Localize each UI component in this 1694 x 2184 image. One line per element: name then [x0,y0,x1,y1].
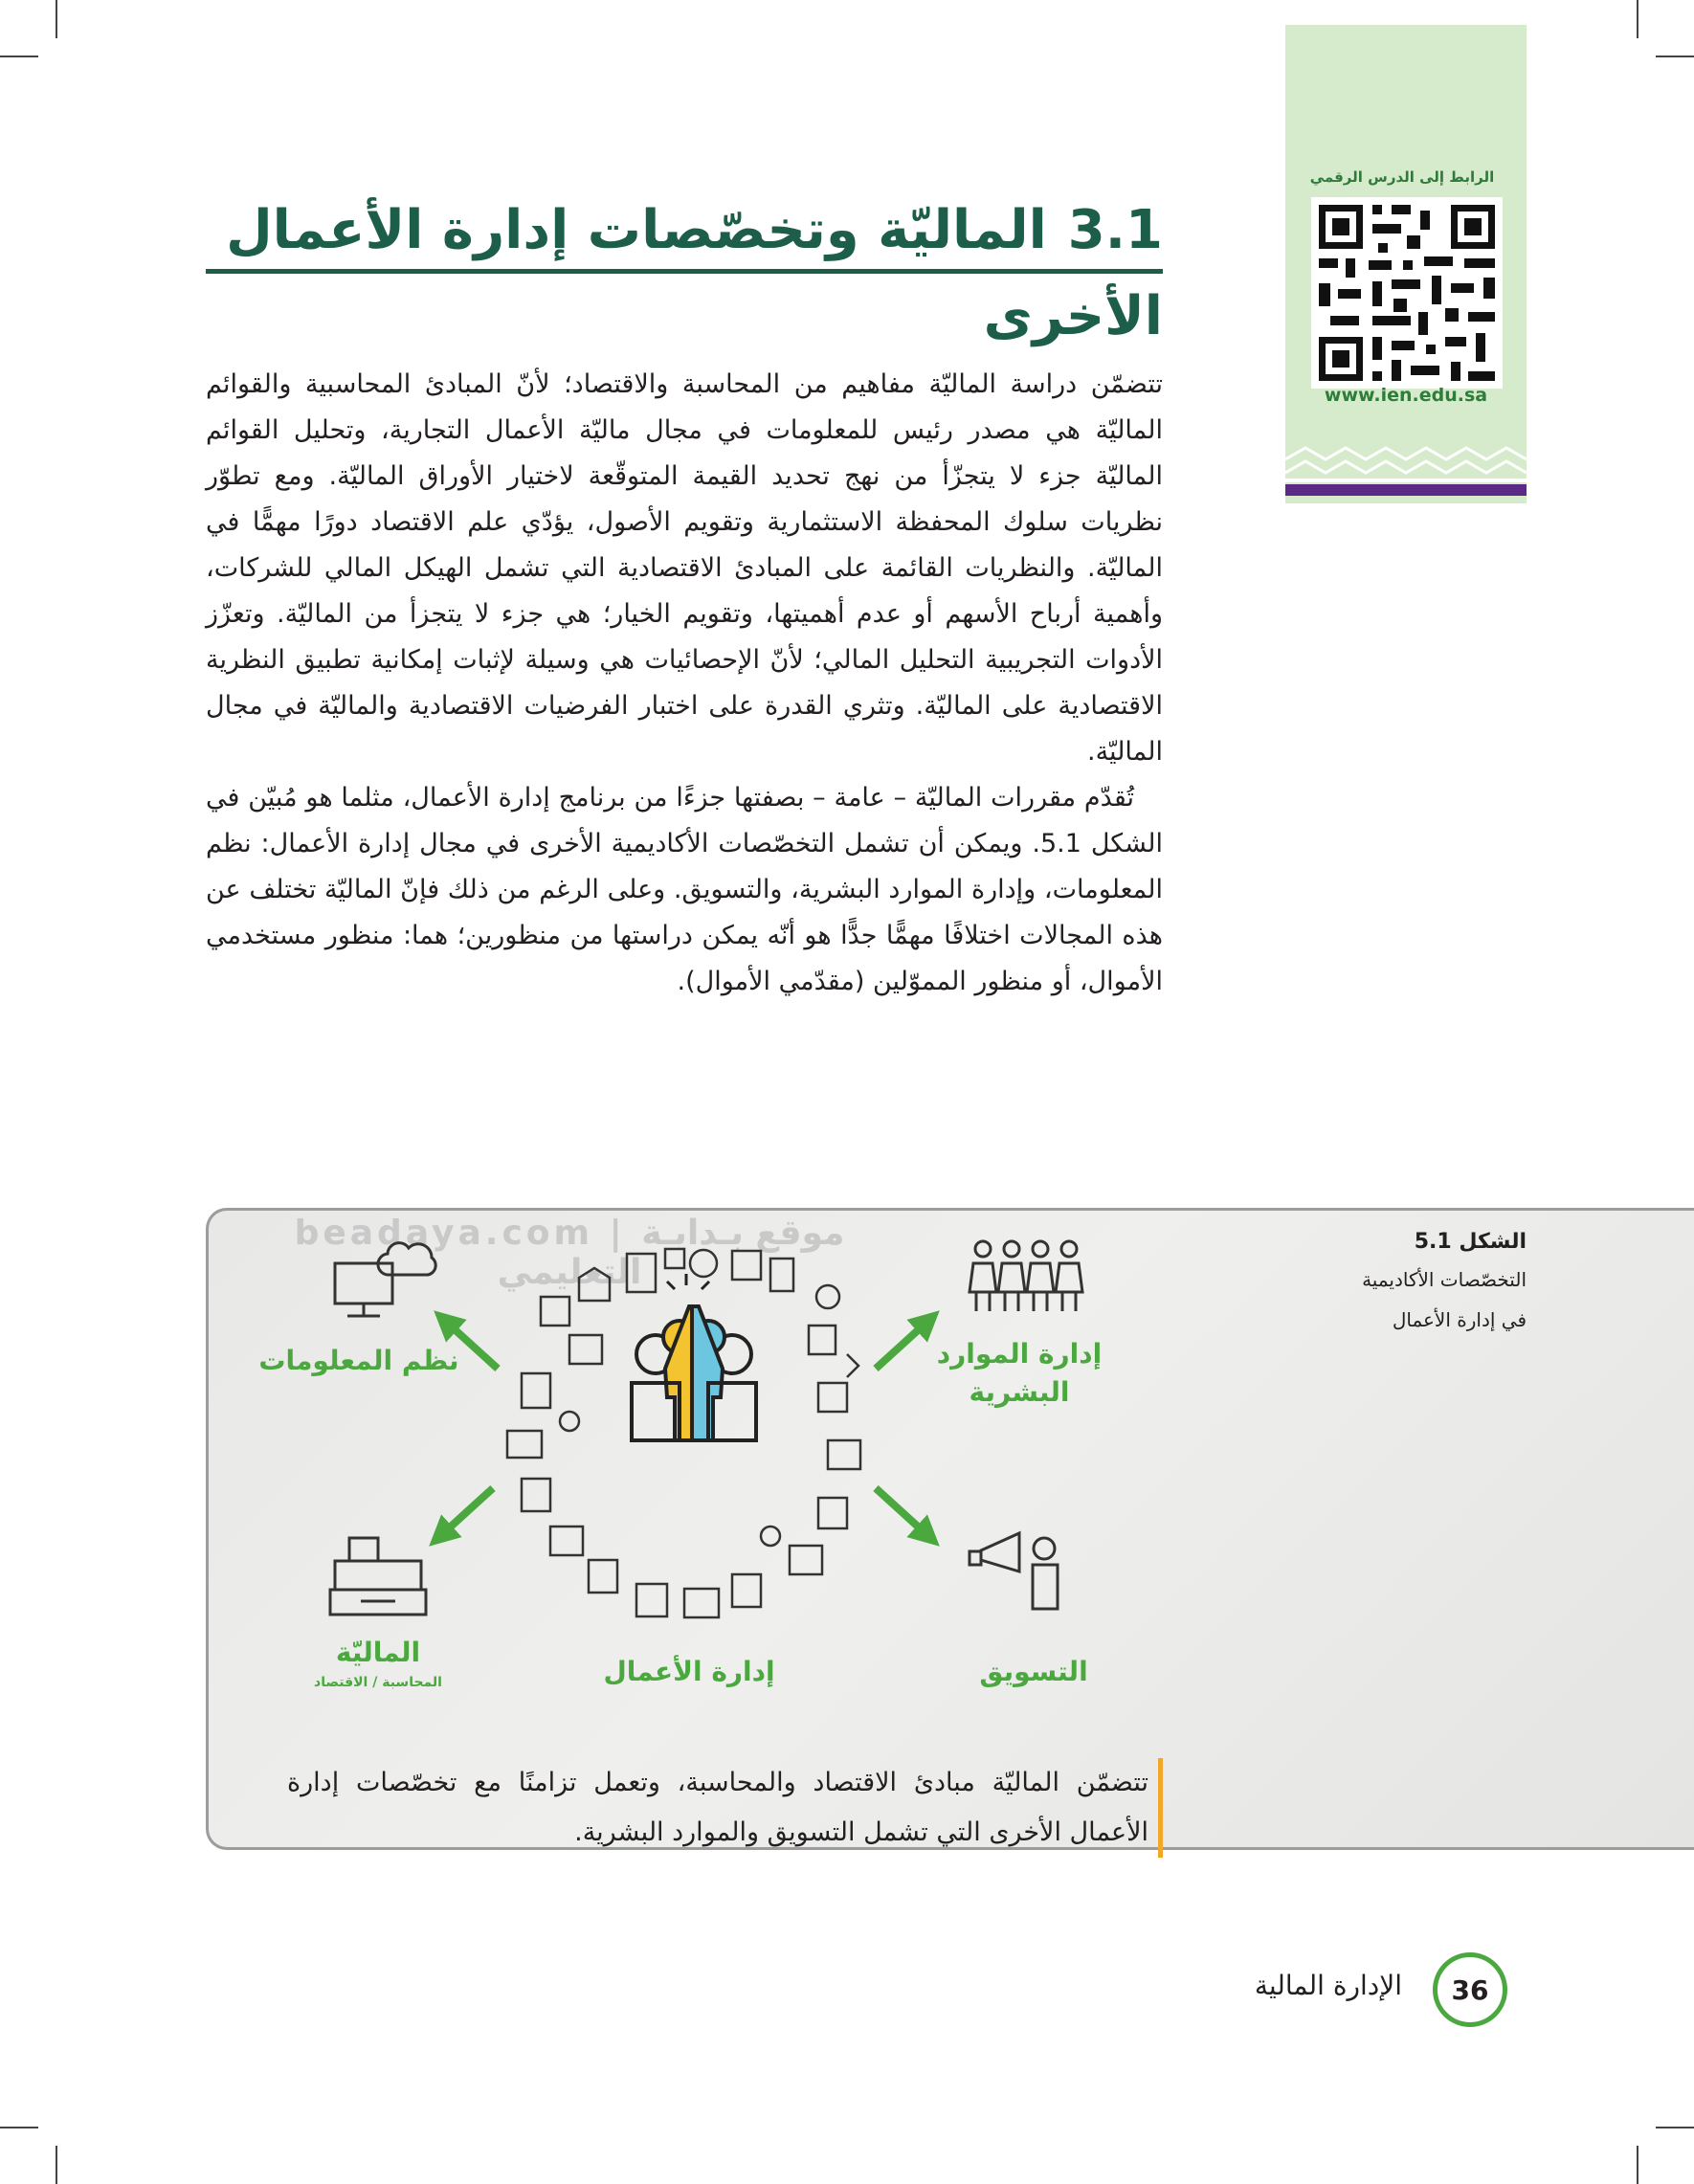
body-text [206,362,1163,1005]
label-finance: الماليّة [335,1637,421,1668]
team-center-icon [632,1274,756,1440]
qr-label: الرابط إلى الدرس الرقمي [1309,168,1495,186]
megaphone-icon [970,1533,1058,1609]
qr-code-icon [1311,197,1503,389]
figure-number: الشكل 5.1 [1414,1230,1527,1254]
decorative-pattern [1285,446,1527,503]
label-info-systems: نظم المعلومات [258,1345,459,1376]
label-finance-sub: المحاسبة / الاقتصاد [314,1675,442,1690]
crop-mark [0,2127,38,2128]
label-business-admin: إدارة الأعمال [603,1656,775,1687]
label-marketing: التسويق [979,1656,1088,1687]
crop-mark [56,0,57,38]
cash-register-icon [330,1538,426,1615]
digital-lesson-card [1285,25,1527,503]
figure-caption-text [1311,1259,1527,1340]
business-disciplines-diagram [254,1230,1153,1708]
caption-line: في إدارة الأعمال [1392,1308,1527,1331]
title-underline [206,269,1163,274]
figure-caption [1311,1230,1527,1340]
crop-mark [1656,2127,1694,2128]
arrow-to-hr [876,1321,928,1369]
section-title-text: الماليّة وتخصّصات إدارة الأعمال الأخرى [226,199,1163,347]
crop-mark [56,2146,57,2184]
book-title: الإدارة المالية [1254,1970,1402,2001]
people-icon [970,1241,1082,1311]
lesson-url[interactable]: www.ien.edu.sa [1324,385,1488,406]
arrow-to-finance [440,1488,493,1536]
label-hr [928,1335,1110,1412]
crop-mark [0,56,38,57]
figure-note-text: تتضمّن الماليّة مبادئ الاقتصاد والمحاسبة، وتعمل تزامنًا مع تخصّصات إدارة الأعمال الأخرى التي تشمل التسويق والموارد البشرية. [287,1768,1148,1847]
label-hr-line: البشرية [969,1376,1070,1408]
label-hr-line: إدارة الموارد [936,1338,1103,1370]
caption-line: التخصّصات الأكاديمية [1362,1268,1527,1291]
crop-mark [1637,0,1638,38]
crop-mark [1656,56,1694,57]
page-number: 36 [1433,1952,1507,2027]
figure-note [287,1758,1163,1858]
paragraph: تتضمّن دراسة الماليّة مفاهيم من المحاسبة والاقتصاد؛ لأنّ المبادئ المحاسبية والقوائم الماليّة هي مصدر رئيس للمعلومات في مجال ماليّة الأعمال التجارية، وتحليل القوائم الماليّة جزء لا يتجزّأ من نهج تحديد القيمة المتوقّعة لاختيار الأوراق الماليّة. ومع تطوّر نظريات سلوك المحفظة الاستثمارية وتقويم الأصول، يؤدّي علم الاقتصاد دورًا مهمًّا في الماليّة. والنظريات القائمة على المبادئ الاقتصادية التي تشمل الهيكل المالي للشركات، وأهمية أرباح الأسهم أو عدم أهميتها، وتقويم الخيار؛ هي جزء لا يتجزأ من الماليّة. وتعزّز الأدوات التجريبية التحليل المالي؛ لأنّ الإحصائيات هي وسيلة لإثبات إمكانية تطبيق النظرية الاقتصادية على الماليّة. وتثري القدرة على اختبار الفرضيات الاقتصادية والماليّة في مجال الماليّة. [206,369,1163,767]
section-number: 3.1 [1067,199,1163,261]
qr-code[interactable] [1311,197,1503,389]
paragraph: تُقدّم مقررات الماليّة – عامة – بصفتها جزءًا من برنامج إدارة الأعمال، مثلما هو مُبيّن في الشكل 5.1. ويمكن أن تشمل التخصّصات الأكاديمية الأخرى في مجال إدارة الأعمال: نظم المعلومات، وإدارة الموارد البشرية، والتسويق. وعلى الرغم من ذلك فإنّ الماليّة تختلف عن هذه المجالات اختلافًا مهمًّا جدًّا هو أنّه يمكن دراستها من منظورين؛ هما: منظور مستخدمي الأموال، أو منظور المموّلين (مقدّمي الأموال). [206,783,1163,996]
site-watermark: beadaya.com | موقع بـدايـة التعليمي [294,1214,845,1292]
crop-mark [1637,2146,1638,2184]
computer-cloud-icon [335,1243,435,1316]
section-title [206,188,1163,347]
arrow-to-marketing [876,1488,928,1536]
